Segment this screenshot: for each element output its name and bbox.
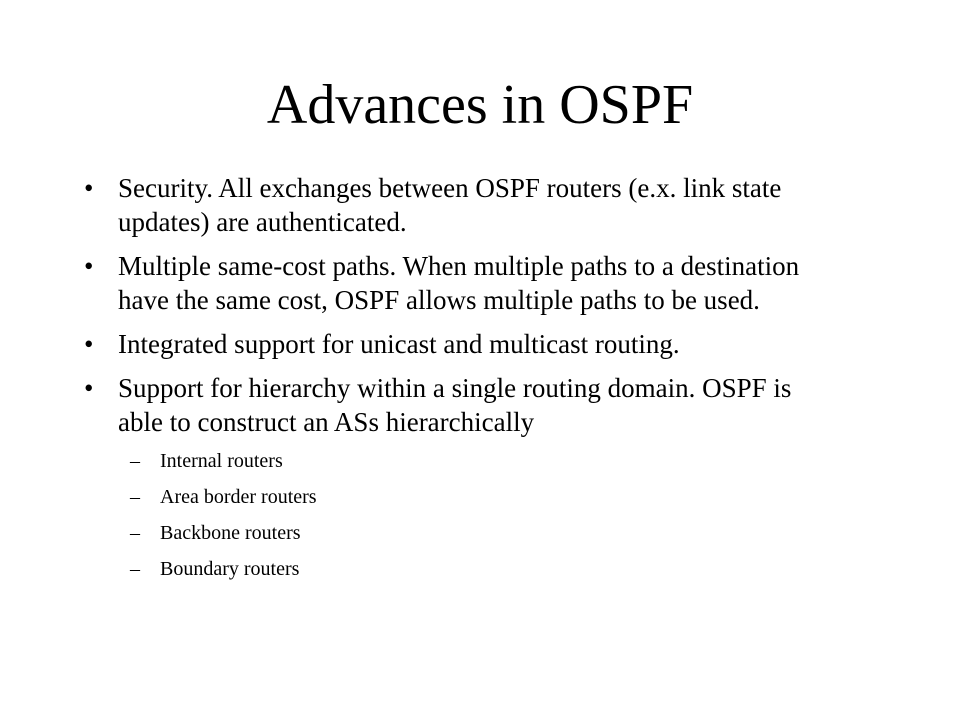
sub-bullet-boundary-routers — [130, 557, 838, 581]
bullet-security — [84, 171, 838, 239]
bullet-unicast-multicast — [84, 327, 838, 361]
bullet-icon: • — [84, 251, 94, 281]
bullet-text: Security. All exchanges between OSPF routers (e.x. link state updates) are authenticated. — [118, 173, 782, 237]
bullet-icon: • — [84, 173, 94, 203]
sub-bullet-text: Internal routers — [160, 450, 283, 472]
dash-icon: – — [130, 486, 140, 508]
bullet-hierarchy — [84, 371, 838, 581]
bullet-text: Support for hierarchy within a single routing domain. OSPF is able to construct an ASs hierarchically — [118, 373, 792, 437]
dash-icon: – — [130, 558, 140, 580]
bullet-text: Integrated support for unicast and multicast routing. — [118, 329, 680, 359]
dash-icon: – — [130, 450, 140, 472]
sub-bullet-text: Backbone routers — [160, 522, 301, 544]
sub-bullet-backbone-routers — [130, 521, 838, 545]
slide-title: Advances in OSPF — [266, 74, 694, 136]
bullet-list — [84, 171, 838, 593]
bullet-icon: • — [84, 373, 94, 403]
sub-bullet-internal-routers — [130, 449, 838, 473]
sub-bullet-text: Boundary routers — [160, 558, 300, 580]
sub-bullet-area-border-routers — [130, 485, 838, 509]
bullet-multiple-paths — [84, 249, 838, 317]
dash-icon: – — [130, 522, 140, 544]
bullet-text: Multiple same-cost paths. When multiple paths to a destination have the same cost, OSPF allows multiple paths to be used. — [118, 251, 800, 315]
bullet-icon: • — [84, 329, 94, 359]
sub-bullet-text: Area border routers — [160, 486, 317, 508]
sub-bullet-list — [118, 449, 838, 581]
